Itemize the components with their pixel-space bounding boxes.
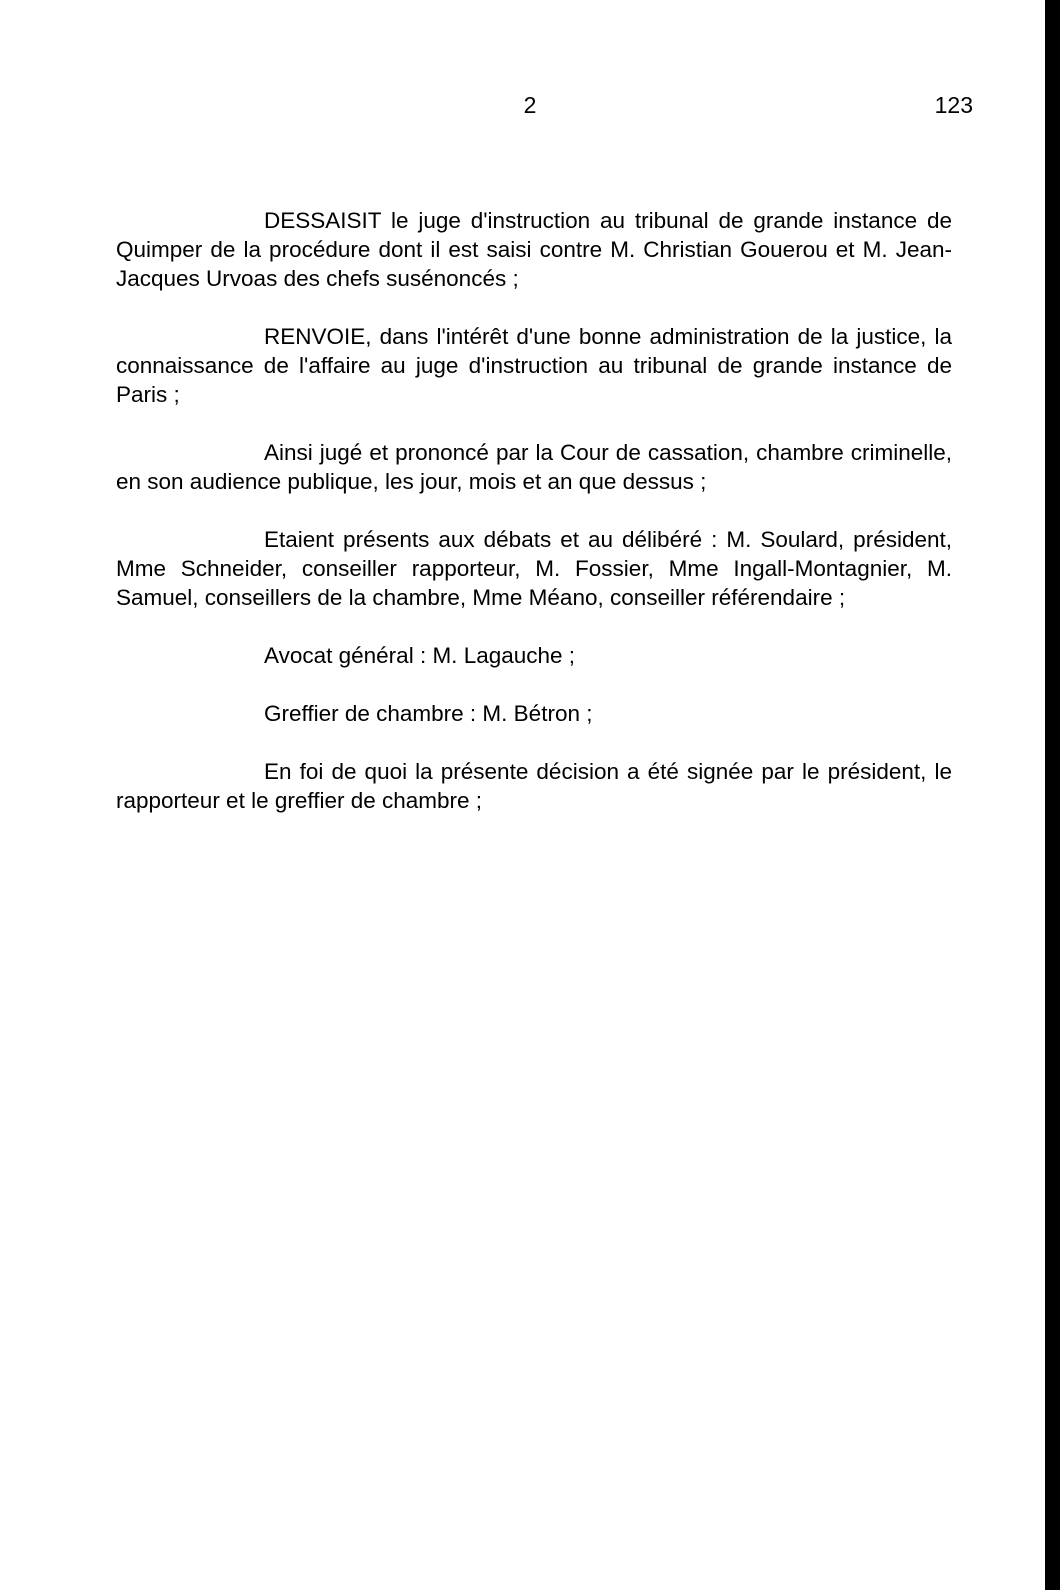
paragraph-presents: Etaient présents aux débats et au délibéré : M. Soulard, président, Mme Schneider, conseiller rapporteur, M. Fossier, Mme Ingall-Montagnier, M. Samuel, conseillers de la chambre, Mme Méano, conseiller référendaire ; xyxy=(116,527,952,610)
window-edge xyxy=(1045,0,1060,1590)
page-number: 2 xyxy=(523,92,537,118)
paragraph-ainsi-juge: Ainsi jugé et prononcé par la Cour de cassation, chambre criminelle, en son audience publique, les jour, mois et an que dessus ; xyxy=(116,440,952,494)
document-number: 123 xyxy=(934,92,973,118)
paragraph-dessaisit: DESSAISIT le juge d'instruction au tribunal de grande instance de Quimper de la procédure dont il est saisi contre M. Christian Gouerou et M. Jean-Jacques Urvoas des chefs susénoncés ; xyxy=(116,208,952,291)
paragraph-renvoie: RENVOIE, dans l'intérêt d'une bonne administration de la justice, la connaissance de l'affaire au juge d'instruction au tribunal de grande instance de Paris ; xyxy=(116,324,952,407)
paragraph-avocat-general: Avocat général : M. Lagauche ; xyxy=(264,643,576,668)
document-body xyxy=(116,206,952,844)
paragraph-en-foi: En foi de quoi la présente décision a été signée par le président, le rapporteur et le greffier de chambre ; xyxy=(116,759,952,813)
paragraph-greffier: Greffier de chambre : M. Bétron ; xyxy=(264,701,593,726)
